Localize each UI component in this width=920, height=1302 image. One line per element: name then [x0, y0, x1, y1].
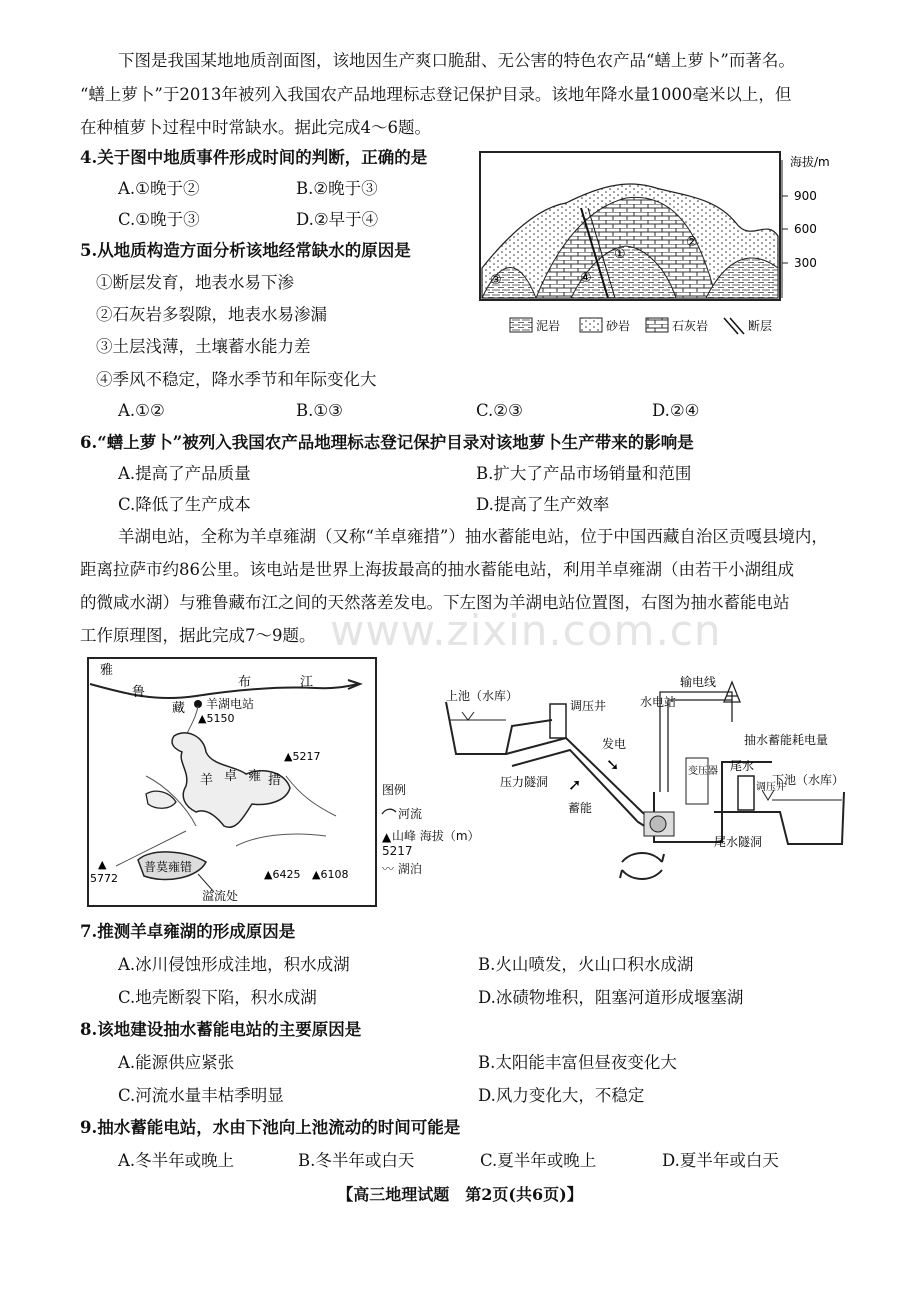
- q4-option-d[interactable]: D.②早于④: [296, 210, 379, 229]
- q6-option-b[interactable]: B.扩大了产品市场销量和范围: [476, 464, 692, 483]
- geologic-profile-figure: [476, 148, 836, 344]
- q5-stem: 5.从地质构造方面分析该地经常缺水的原因是: [80, 241, 411, 260]
- q9-option-d[interactable]: D.夏半年或白天: [662, 1151, 779, 1170]
- intro1-line3: 在种植萝卜过程中时常缺水。据此完成4～6题。: [80, 118, 431, 137]
- peak-5772-marker: ▲: [98, 858, 107, 871]
- legend-title: 图例: [382, 783, 407, 797]
- q5-option-b[interactable]: B.①③: [296, 401, 343, 420]
- tailwater-label: 尾水: [730, 759, 755, 773]
- profile-mark-3: ③: [490, 273, 502, 288]
- legend-peak-icon: ▲: [382, 830, 392, 844]
- surge-well-2-label: 调压井: [756, 782, 786, 793]
- intro1-line1: 下图是我国某地地质剖面图，该地因生产爽口脆甜、无公害的特色农产品“蟮上萝卜”而著名。: [118, 51, 795, 70]
- q7-option-a[interactable]: A.冰川侵蚀形成洼地，积水成湖: [118, 955, 350, 974]
- intro2-line2: 距离拉萨市约86公里。该电站是世界上海拔最高的抽水蓄能电站，利用羊卓雍湖（由若干小湖组成: [80, 560, 794, 579]
- store-label: 蓄能: [568, 801, 593, 815]
- peak-5217-value: 5217: [292, 750, 321, 763]
- q6-stem: 6.“蟮上萝卜”被列入我国农产品地理标志登记保护目录对该地萝卜生产带来的影响是: [80, 433, 694, 452]
- q8-option-c[interactable]: C.河流水量丰枯季明显: [118, 1086, 284, 1105]
- power-station-label: 水电站: [640, 695, 677, 709]
- q5-statement-1: ①断层发育，地表水易下渗: [96, 273, 294, 292]
- lake-char-4: 措: [268, 773, 282, 788]
- q5-statement-2: ②石灰岩多裂隙，地表水易渗漏: [96, 305, 327, 324]
- q9-option-a[interactable]: A.冬半年或晚上: [118, 1151, 235, 1170]
- legend-limestone: 石灰岩: [672, 319, 709, 333]
- legend-mudstone: 泥岩: [536, 319, 561, 333]
- peak-5150-value: 5150: [206, 712, 235, 725]
- peak-5217: ▲5217: [284, 750, 321, 763]
- q7-option-c[interactable]: C.地壳断裂下陷，积水成湖: [118, 988, 317, 1007]
- intro2-line3: 的微咸水湖）与雅鲁藏布江之间的天然落差发电。下左图为羊湖电站位置图，右图为抽水蓄能电站: [80, 593, 790, 612]
- legend-peak: 山峰 海拔（m）: [392, 829, 480, 843]
- pump-consumption-label: 抽水蓄能耗电量: [744, 733, 829, 747]
- legend-peak-value: 5217: [382, 844, 413, 858]
- q4-option-c[interactable]: C.①晚于③: [118, 210, 200, 229]
- q9-option-c[interactable]: C.夏半年或晚上: [480, 1151, 597, 1170]
- peak-5150: ▲5150: [198, 712, 235, 725]
- q4-option-b[interactable]: B.②晚于③: [296, 179, 378, 198]
- legend-lake-icon: 〰: [382, 862, 395, 876]
- profile-tick-600: 600: [794, 222, 817, 236]
- legend-river-icon: [382, 809, 396, 814]
- lake2-label: 普莫雍错: [144, 860, 193, 874]
- tailrace-label: 尾水隧洞: [714, 835, 763, 849]
- store-arrow-icon: ➚: [568, 775, 582, 794]
- q6-option-d[interactable]: D.提高了生产效率: [476, 495, 610, 514]
- fault-icon: [724, 318, 744, 334]
- page-footer: 【高三地理试题 第2页(共6页)】: [337, 1185, 583, 1204]
- transformer-label: 变压器: [688, 766, 718, 777]
- peak-6108-value: 6108: [320, 868, 349, 881]
- river-char-2: 鲁: [132, 685, 146, 700]
- map-station-label: 羊湖电站: [206, 697, 255, 711]
- q4-option-a[interactable]: A.①晚于②: [118, 179, 200, 198]
- q7-option-d[interactable]: D.冰碛物堆积，阻塞河道形成堰塞湖: [478, 988, 744, 1007]
- q9-stem: 9.抽水蓄能电站，水由下池向上池流动的时间可能是: [80, 1118, 461, 1137]
- q5-option-d[interactable]: D.②④: [652, 401, 700, 420]
- lake-char-1: 羊: [200, 773, 214, 788]
- profile-ylabel: 海拔/m: [790, 155, 830, 169]
- pumped-storage-diagram: [432, 662, 848, 888]
- profile-tick-300: 300: [794, 256, 817, 270]
- legend-fault: 断层: [748, 319, 773, 333]
- overflow-label: 溢流处: [202, 889, 239, 903]
- profile-tick-900: 900: [794, 189, 817, 203]
- lake-char-3: 雍: [248, 769, 262, 784]
- intro1-line2: “蟮上萝卜”于2013年被列入我国农产品地理标志登记保护目录。该地年降水量1000毫米以上，但: [80, 85, 792, 104]
- cycle-icon: [620, 853, 664, 879]
- river-char-5: 江: [300, 675, 314, 690]
- q5-statement-4: ④季风不稳定，降水季节和年际变化大: [96, 370, 377, 389]
- profile-mark-4: ④: [580, 271, 592, 286]
- river-char-1: 雅: [100, 663, 114, 678]
- q4-stem: 4.关于图中地质事件形成时间的判断，正确的是: [80, 148, 428, 167]
- generate-arrow-icon: ➘: [606, 755, 620, 774]
- transmission-line-label: 输电线: [680, 675, 717, 689]
- q8-option-b[interactable]: B.太阳能丰富但昼夜变化大: [478, 1053, 677, 1072]
- profile-mark-2: ②: [686, 235, 698, 250]
- peak-6425-value: 6425: [272, 868, 301, 881]
- intro2-line1: 羊湖电站，全称为羊卓雍湖（又称“羊卓雍措”）抽水蓄能电站，位于中国西藏自治区贡嘎县境内，: [118, 527, 828, 546]
- generate-label: 发电: [602, 737, 627, 751]
- lower-reservoir-label: 下池（水库）: [772, 773, 845, 787]
- profile-mark-1: ①: [614, 247, 626, 262]
- q5-option-a[interactable]: A.①②: [118, 401, 165, 420]
- tunnel-label: 压力隧洞: [500, 775, 549, 789]
- q8-option-a[interactable]: A.能源供应紧张: [118, 1053, 235, 1072]
- watermark: www.zixin.com.cn: [330, 606, 722, 655]
- q6-option-a[interactable]: A.提高了产品质量: [118, 464, 251, 483]
- intro2-line4: 工作原理图，据此完成7～9题。: [80, 626, 316, 645]
- q8-option-d[interactable]: D.风力变化大，不稳定: [478, 1086, 645, 1105]
- legend-river: 河流: [398, 807, 423, 821]
- q7-stem: 7.推测羊卓雍湖的形成原因是: [80, 922, 296, 941]
- q8-stem: 8.该地建设抽水蓄能电站的主要原因是: [80, 1020, 362, 1039]
- legend-sandstone: 砂岩: [606, 319, 631, 333]
- peak-5772-value: 5772: [90, 872, 118, 885]
- q7-option-b[interactable]: B.火山喷发，火山口积水成湖: [478, 955, 694, 974]
- q5-option-c[interactable]: C.②③: [476, 401, 523, 420]
- legend-lake-row: [382, 860, 422, 877]
- lake-char-2: 卓: [224, 769, 238, 784]
- q9-option-b[interactable]: B.冬半年或白天: [298, 1151, 415, 1170]
- surge-well-1-label: 调压井: [570, 699, 607, 713]
- peak-6108: ▲6108: [312, 868, 349, 881]
- upper-reservoir-label: 上池（水库）: [446, 689, 519, 703]
- q6-option-c[interactable]: C.降低了生产成本: [118, 495, 251, 514]
- peak-6425: ▲6425: [264, 868, 301, 881]
- river-char-4: 布: [238, 675, 252, 690]
- q5-statement-3: ③土层浅薄，土壤蓄水能力差: [96, 337, 311, 356]
- river-char-3: 藏: [172, 701, 186, 716]
- location-map: [86, 656, 480, 908]
- legend-lake: 湖泊: [397, 862, 422, 876]
